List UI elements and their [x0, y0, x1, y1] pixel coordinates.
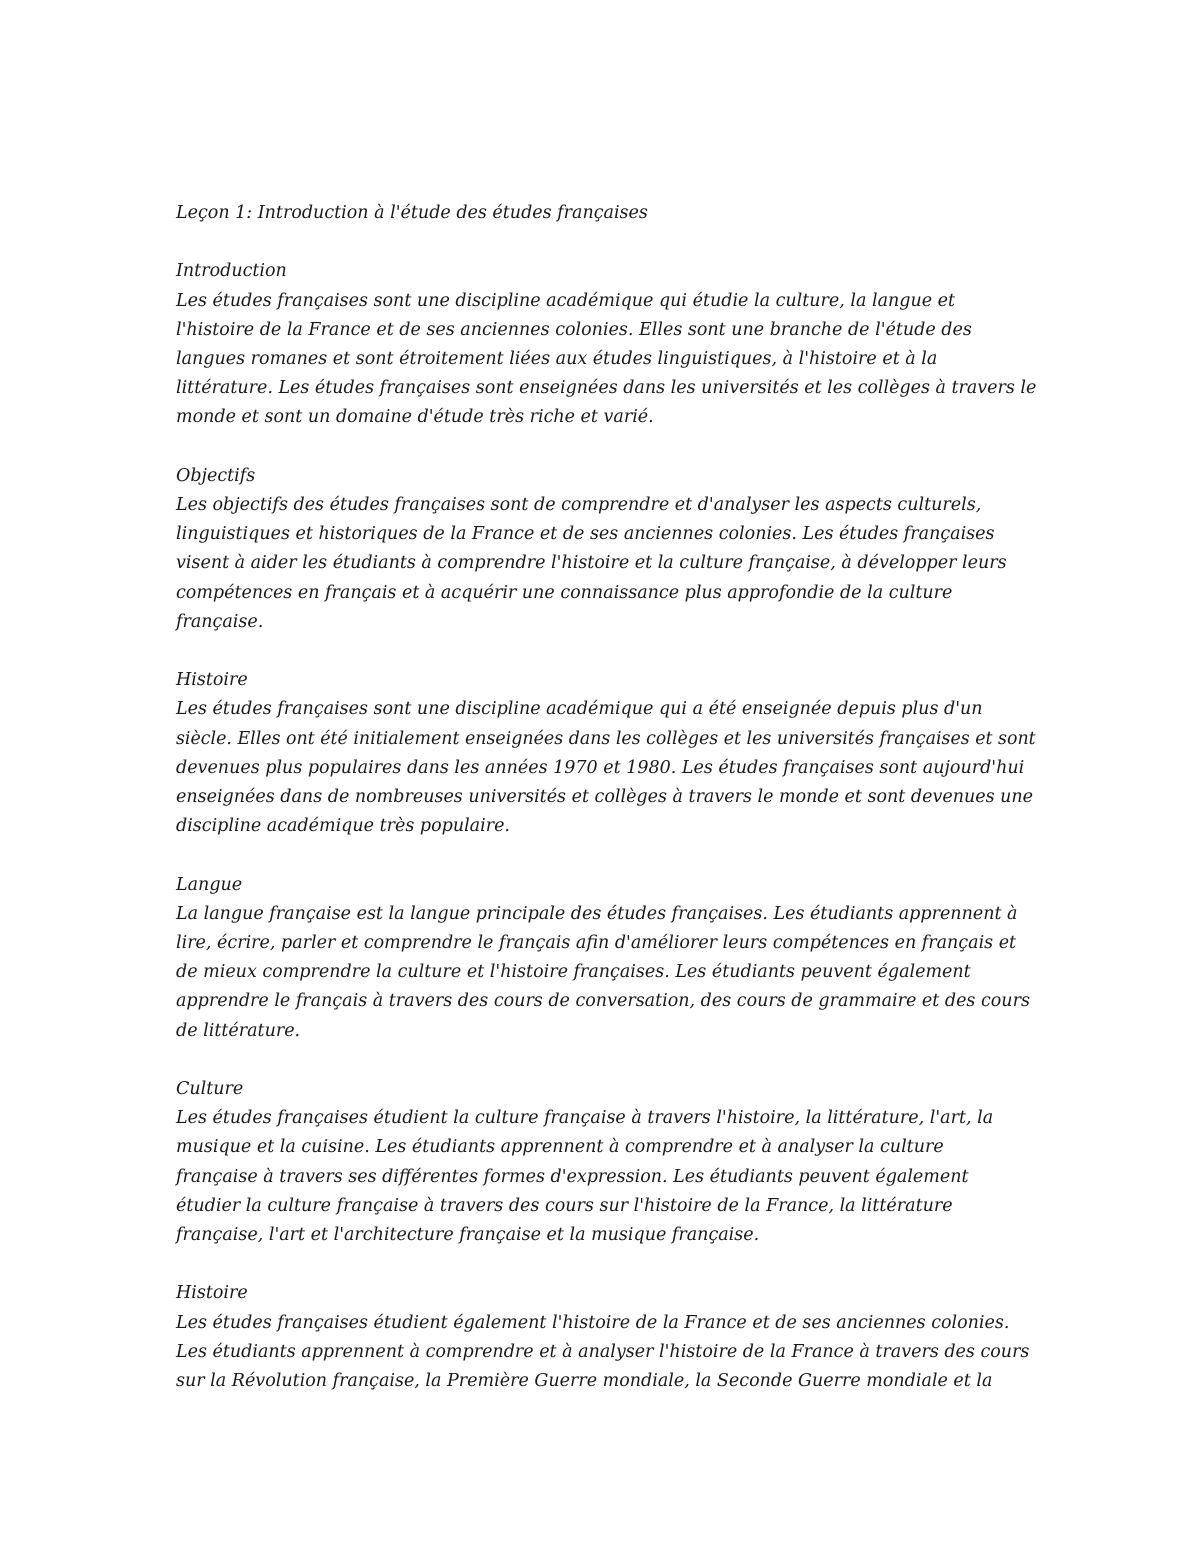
paragraph-line: étudier la culture française à travers des cours sur l'histoire de la France, la littérature	[176, 1195, 953, 1216]
paragraph-line: musique et la cuisine. Les étudiants apprennent à comprendre et à analyser la culture	[176, 1137, 944, 1158]
section-introduction	[176, 257, 1036, 432]
section-heading: Langue	[176, 874, 243, 895]
paragraph-line: devenues plus populaires dans les années 1970 et 1980. Les études françaises sont aujourd'hui	[176, 757, 1025, 778]
paragraph-line: l'histoire de la France et de ses anciennes colonies. Elles sont une branche de l'étude des	[176, 319, 972, 340]
paragraph-line: apprendre le français à travers des cours de conversation, des cours de grammaire et des cours	[176, 991, 1030, 1012]
section-histoire-2	[176, 1279, 1036, 1396]
spacer	[176, 433, 1036, 462]
section-langue	[176, 871, 1036, 1046]
section-culture	[176, 1075, 1036, 1250]
spacer	[176, 1046, 1036, 1075]
spacer	[176, 841, 1036, 870]
spacer	[176, 228, 1036, 257]
spacer	[176, 637, 1036, 666]
paragraph-line: Les étudiants apprennent à comprendre et à analyser l'histoire de la France à travers des cours	[176, 1341, 1030, 1362]
paragraph-line: monde et sont un domaine d'étude très riche et varié.	[176, 407, 654, 428]
paragraph-line: enseignées dans de nombreuses universités et collèges à travers le monde et sont devenues une	[176, 787, 1034, 808]
section-heading: Histoire	[176, 1283, 248, 1304]
document-page	[176, 199, 1036, 1396]
paragraph-line: langues romanes et sont étroitement liées aux études linguistiques, à l'histoire et à la	[176, 349, 938, 369]
paragraph-line: visent à aider les étudiants à comprendre l'histoire et la culture française, à développer leurs	[176, 553, 1007, 574]
document-title: Leçon 1: Introduction à l'étude des études françaises	[176, 203, 648, 223]
paragraph-line: Les études françaises sont une discipline académique qui a été enseignée depuis plus d'un	[176, 699, 983, 720]
paragraph-line: lire, écrire, parler et comprendre le français afin d'améliorer leurs compétences en français et	[176, 933, 1017, 954]
paragraph-line: La langue française est la langue principale des études françaises. Les étudiants apprennent à	[176, 903, 1018, 924]
paragraph-line: de littérature.	[176, 1020, 301, 1041]
paragraph-line: Les objectifs des études françaises sont de comprendre et d'analyser les aspects culturels,	[176, 495, 982, 515]
paragraph-line: siècle. Elles ont été initialement enseignées dans les collèges et les universités françaises et sont	[176, 728, 1036, 749]
paragraph-line: linguistiques et historiques de la France et de ses anciennes colonies. Les études françaises	[176, 524, 995, 545]
paragraph-line: compétences en français et à acquérir une connaissance plus approfondie de la culture	[176, 582, 953, 603]
paragraph-line: française, l'art et l'architecture française et la musique française.	[176, 1225, 760, 1246]
paragraph-line: littérature. Les études françaises sont enseignées dans les universités et les collèges à travers le	[176, 378, 1037, 399]
section-heading: Culture	[176, 1079, 244, 1100]
paragraph-line: française à travers ses différentes formes d'expression. Les étudiants peuvent également	[176, 1166, 969, 1187]
section-histoire	[176, 666, 1036, 841]
paragraph-line: sur la Révolution française, la Première Guerre mondiale, la Seconde Guerre mondiale et la	[176, 1371, 993, 1392]
paragraph-line: Les études françaises étudient la culture française à travers l'histoire, la littérature, l'art, la	[176, 1108, 994, 1129]
section-objectifs	[176, 462, 1036, 637]
paragraph-line: Les études françaises sont une discipline académique qui étudie la culture, la langue et	[176, 290, 956, 311]
paragraph-line: discipline académique très populaire.	[176, 816, 510, 837]
spacer	[176, 1250, 1036, 1279]
paragraph-line: française.	[176, 611, 264, 632]
section-heading: Introduction	[176, 261, 287, 282]
paragraph-line: Les études françaises étudient également l'histoire de la France et de ses anciennes colonies.	[176, 1312, 1010, 1333]
section-heading: Objectifs	[176, 465, 256, 486]
paragraph-line: de mieux comprendre la culture et l'histoire françaises. Les étudiants peuvent également	[176, 962, 971, 983]
section-heading: Histoire	[176, 670, 248, 691]
